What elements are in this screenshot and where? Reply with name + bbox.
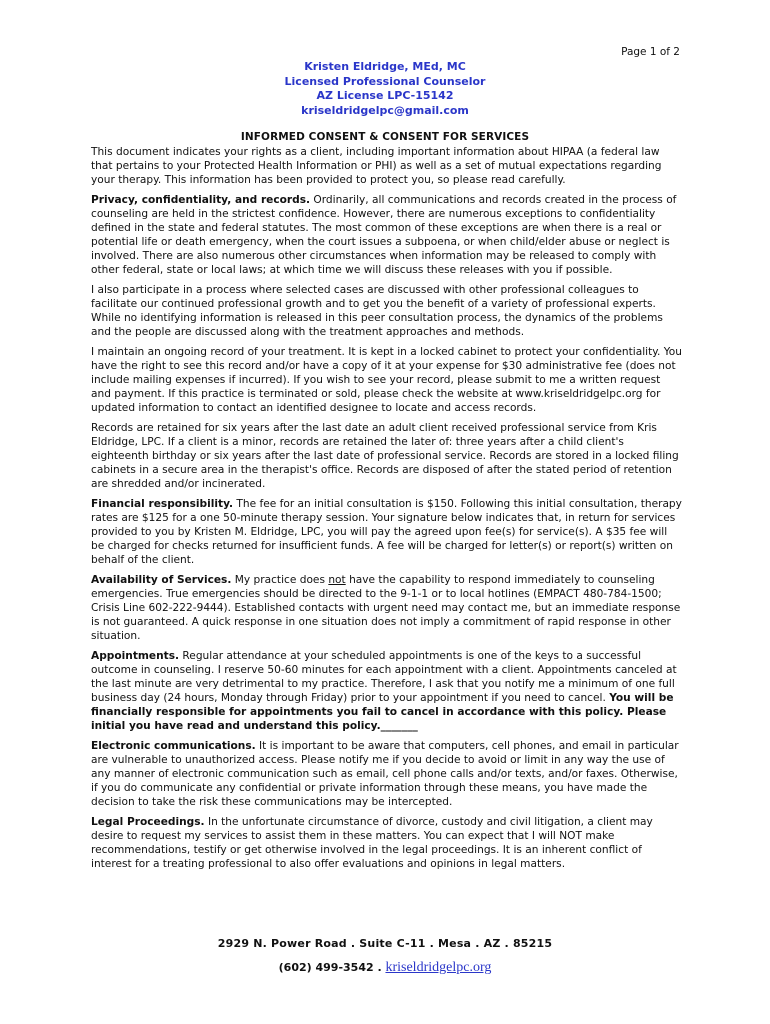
document-body [91, 145, 683, 877]
availability-heading: Availability of Services. [91, 573, 232, 586]
electronic-heading: Electronic communications. [91, 739, 256, 752]
counselor-title: Licensed Professional Counselor [284, 74, 486, 88]
privacy-paragraph [91, 193, 683, 278]
intro-paragraph: This document indicates your rights as a client, including important information about HIPAA (a federal law that pertains to your Protected Health Information or PHI) as well as a set of mutual expectations regarding your therapy. This information has been provided to protect you, so please read carefully. [91, 146, 662, 187]
availability-underlined-word: not [328, 573, 346, 586]
footer-contact [0, 960, 770, 976]
legal-heading: Legal Proceedings. [91, 815, 205, 828]
footer-phone: (602) 499-3542 . [278, 961, 386, 974]
financial-paragraph [91, 497, 683, 567]
legal-text: In the unfortunate circumstance of divorce, custody and civil litigation, a client may desire to request my services to assist them in these matters. You can expect that I will NOT make recommendations, testify or get otherwise involved in the legal proceedings. It is an inherent conflict of interest for a treating professional to also offer evaluations and opinions in legal matters. [91, 815, 653, 870]
financial-heading: Financial responsibility. [91, 497, 234, 510]
page-number: Page 1 of 2 [621, 46, 680, 58]
appointments-heading: Appointments. [91, 649, 180, 662]
email-address[interactable]: kriseldridgelpc@gmail.com [301, 103, 469, 117]
appointments-policy-bold: You will be financially responsible for appointments you fail to cancel in accordance with this policy. Please initial you have read and understand this policy. [91, 691, 674, 733]
counselor-name: Kristen Eldridge, MEd, MC [304, 60, 466, 73]
appointments-text: Regular attendance at your scheduled appointments is one of the keys to a successful outcome in counseling. I reserve 50-60 minutes for each appointment with a client. Appointments canceled at the last minute are very detrimental to my practice. Therefore, I ask that you notify me a minimum of one full business day (24 hours, Monday through Friday) prior to your appointment if you need to cancel. [91, 649, 677, 704]
document-title: INFORMED CONSENT & CONSENT FOR SERVICES [240, 131, 530, 143]
retention-paragraph: Records are retained for six years after the last date an adult client received professional service from Kris Eldridge, LPC. If a client is a minor, records are retained the later of: three years after a child client's eighteenth birthday or six years after the last date of professional service. Records are stored in a locked filing cabinets in a secure area in the therapist's office. Records are disposed of after the stated period of retention are shredded and/or incinerated. [91, 421, 679, 491]
financial-text: The fee for an initial consultation is $150. Following this initial consultation, therapy rates are $125 for a one 50-minute therapy session. Your signature below indicates that, in return for services provided to you by Kristen M. Eldridge, LPC, you will pay the agreed upon fee(s) for service(s). A $35 fee will be charged for checks returned for insufficient funds. A fee will be charged for letter(s) or report(s) written on behalf of the client. [91, 497, 682, 567]
privacy-heading: Privacy, confidentiality, and records. [91, 193, 311, 206]
availability-text-a: My practice does [231, 573, 329, 586]
license-number: AZ License LPC-15142 [316, 89, 454, 102]
privacy-text: Ordinarily, all communications and records created in the process of counseling are held in the strictest confidence. However, there are numerous exceptions to confidentiality defined in the state and federal statutes. The most common of these exceptions are when there is a real or potential life or death emergency, when the court issues a subpoena, or when child/elder abuse or neglect is involved. There are also numerous other circumstances when information may be released to comply with other federal, state or local laws; at which time we will discuss these releases with you if possible. [91, 193, 677, 277]
availability-text-b: have the capability to respond immediately to counseling emergencies. True emergencies should be directed to the 9-1-1 or to local hotlines (EMPACT 480-784-1500; Crisis Line 602-222-9444). Established contacts with urgent need may contact me, but an immediate response is not guaranteed. A quick response in one situation does not imply a commitment of rapid response in other situation. [91, 573, 681, 642]
electronic-paragraph [91, 739, 683, 809]
footer-address: 2929 N. Power Road . Suite C-11 . Mesa . AZ . 85215 [217, 937, 553, 950]
footer-website-link[interactable]: kriseldridgelpc.org [385, 960, 492, 975]
consultation-paragraph: I also participate in a process where selected cases are discussed with other professional colleagues to facilitate our continued professional growth and to get you the benefit of a variety of professional experts. While no identifying information is released in this peer consultation process, the dynamics of the problems and the people are discussed along with the treatment approaches and methods. [91, 283, 663, 339]
legal-paragraph [91, 815, 683, 871]
appointments-paragraph [91, 649, 683, 734]
initial-line[interactable]: _______ [380, 720, 418, 733]
letterhead [0, 60, 770, 118]
availability-paragraph [91, 573, 683, 643]
records-paragraph: I maintain an ongoing record of your treatment. It is kept in a locked cabinet to protect your confidentiality. You have the right to see this record and/or have a copy of it at your expense for $30 administrative fee (does not include mailing expenses if incurred). If you wish to see your record, please submit to me a written request and payment. If this practice is terminated or sold, please check the website at www.kriseldridgelpc.org for updated information to contact an identified designee to locate and access records. [91, 345, 683, 415]
electronic-text: It is important to be aware that computers, cell phones, and email in particular are vulnerable to unauthorized access. Please notify me if you decide to avoid or limit in any way the use of any manner of electronic communication such as email, cell phone calls and/or texts, and/or faxes. Otherwise, if you do communicate any confidential or private information through these means, you have made the decision to take the risk these communications may be intercepted. [91, 739, 679, 809]
